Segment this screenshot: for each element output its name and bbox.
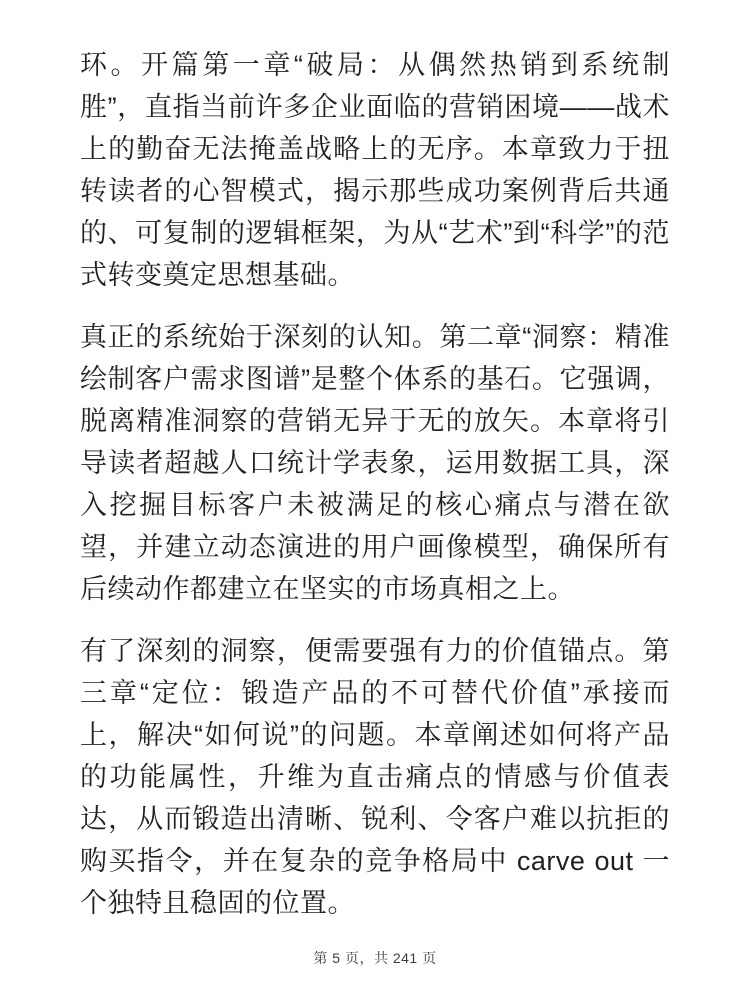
paragraph: 有了深刻的洞察，便需要强有力的价值锚点。第三章“定位：锻造产品的不可替代价值”承接而上，解决“如何说”的问题。本章阐述如何将产品的功能属性，升维为直击痛点的情感与价值表达，从而锻造出清晰、锐利、令客户难以抗拒的购买指令，并在复杂的竞争格局中 carve out 一个独特且稳固的位置。 xyxy=(80,636,670,918)
page-number-indicator: 第 5 页，共 241 页 xyxy=(313,950,437,966)
paragraph: 环。开篇第一章“破局：从偶然热销到系统制胜”，直指当前许多企业面临的营销困境——战术上的勤奋无法掩盖战略上的无序。本章致力于扭转读者的心智模式，揭示那些成功案例背后共通的、可复制的逻辑框架，为从“艺术”到“科学”的范式转变奠定思想基础。 xyxy=(80,50,670,290)
paragraph: 真正的系统始于深刻的认知。第二章“洞察：精准绘制客户需求图谱”是整个体系的基石。它强调，脱离精准洞察的营销无异于无的放矢。本章将引导读者超越人口统计学表象，运用数据工具，深入挖掘目标客户未被满足的核心痛点与潜在欲望，并建立动态演进的用户画像模型，确保所有后续动作都建立在坚实的市场真相之上。 xyxy=(80,322,670,604)
